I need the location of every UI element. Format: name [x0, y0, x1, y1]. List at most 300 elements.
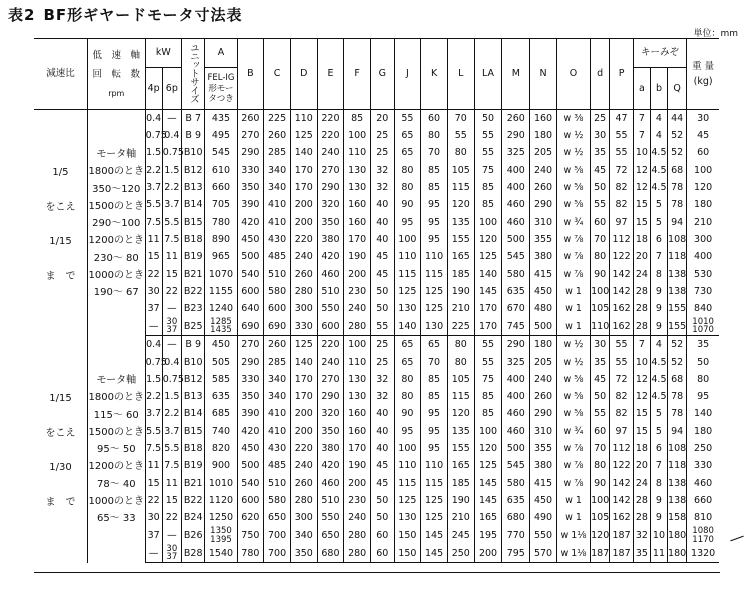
cell-f: 100	[344, 127, 371, 144]
cell-d: 25	[591, 110, 610, 128]
cell-m: 635	[502, 283, 530, 300]
cell-g: 32	[371, 179, 395, 196]
cell-k: 95	[421, 231, 448, 248]
unit-label: 単位：mm	[693, 29, 738, 39]
cell-p: 72	[610, 162, 634, 179]
cell-wt: 300	[694, 233, 713, 245]
cell-wt: 80	[697, 373, 710, 385]
cell-a: 1010	[205, 475, 237, 492]
cell-q: 180	[668, 527, 687, 545]
table-body	[34, 110, 719, 563]
cell-d: 80	[591, 457, 610, 474]
cell-d: 260	[290, 266, 317, 283]
cell-l: 155	[447, 231, 474, 248]
cell-g: 60	[371, 527, 395, 545]
cell-l: 135	[447, 423, 474, 440]
cell-d: 45	[591, 371, 610, 388]
cell-kw6: 3.7	[162, 196, 181, 213]
cell-a: 1540	[205, 545, 237, 563]
cell-m: 745	[502, 318, 530, 336]
cell-c: 485	[264, 457, 291, 474]
cell-a: 1240	[205, 300, 237, 317]
cell-kw4: 0.4	[145, 336, 162, 354]
cell-d: 240	[290, 248, 317, 265]
cell-size: B13	[181, 179, 205, 196]
cell-la: 145	[474, 475, 502, 492]
cell-a: 545	[205, 145, 237, 162]
cell-g: 55	[371, 318, 395, 336]
cell-b: 390	[237, 406, 264, 423]
cell-m: 680	[502, 509, 530, 526]
cell-a: 965	[205, 248, 237, 265]
cell-n: 550	[530, 527, 557, 545]
cell-k: 85	[421, 179, 448, 196]
cell-d: 60	[591, 214, 610, 231]
cell-j: 90	[394, 406, 421, 423]
cell-j: 115	[394, 475, 421, 492]
cell-kw4: 11	[145, 231, 162, 248]
cell-a: 28	[633, 300, 650, 317]
cell-m: 290	[502, 336, 530, 354]
cell-n: 205	[530, 354, 557, 371]
cell-c: 580	[264, 492, 291, 509]
cell-kw6: 5.5	[162, 214, 181, 231]
header-j: J	[394, 39, 421, 110]
cell-g: 25	[371, 354, 395, 371]
cell-f: 110	[344, 354, 371, 371]
rpm-text: 1800のとき	[88, 392, 144, 404]
cell-a: 1120	[205, 492, 237, 509]
cell-o: w ⅜	[556, 110, 590, 128]
cell-wt: 35	[697, 339, 710, 351]
cell-o: w ½	[556, 127, 590, 144]
cell-q: 108	[668, 231, 687, 248]
header-key-a: a	[633, 68, 650, 110]
cell-k: 130	[421, 318, 448, 336]
cell-b: 9	[650, 300, 667, 317]
cell-n: 180	[530, 336, 557, 354]
cell-e: 240	[317, 354, 344, 371]
ratio-text: ま で	[45, 270, 76, 282]
cell-j: 65	[394, 336, 421, 354]
cell-e: 420	[317, 457, 344, 474]
cell-a: 495	[205, 127, 237, 144]
cell-kw6: 2.2	[162, 406, 181, 423]
cell-b: 540	[237, 475, 264, 492]
cell-j: 65	[394, 127, 421, 144]
cell-wt: 840	[694, 303, 713, 315]
cell-kw6: 1.5	[162, 388, 181, 405]
rpm-text: 1200のとき	[88, 461, 144, 473]
cell-f: 130	[344, 179, 371, 196]
cell-l: 165	[447, 457, 474, 474]
cell-q: 138	[668, 492, 687, 509]
cell-f: 100	[344, 336, 371, 354]
rpm-text: 65～ 33	[96, 513, 136, 525]
output-rpm-cell	[87, 336, 145, 563]
cell-b: 690	[237, 318, 264, 336]
cell-size: B19	[181, 457, 205, 474]
cell-k: 145	[421, 527, 448, 545]
cell-p: 82	[610, 406, 634, 423]
cell-b: 540	[237, 266, 264, 283]
cell-n: 450	[530, 283, 557, 300]
cell-size: B23	[181, 300, 205, 317]
cell-m: 580	[502, 266, 530, 283]
cell-g: 50	[371, 509, 395, 526]
cell-a: 505	[205, 354, 237, 371]
cell-d: 35	[591, 145, 610, 162]
cell-m: 460	[502, 423, 530, 440]
cell-f: 110	[344, 145, 371, 162]
cell-b: 8	[650, 475, 667, 492]
header-kw-4p: 4p	[145, 68, 162, 110]
cell-b: 4.5	[650, 145, 667, 162]
cell-kw4: 0.75	[145, 354, 162, 371]
cell-c: 340	[264, 162, 291, 179]
cell-a: 7	[633, 127, 650, 144]
cell-o: w ⅝	[556, 196, 590, 213]
cell-e: 680	[317, 545, 344, 563]
cell-l: 105	[447, 162, 474, 179]
cell-b: 270	[237, 336, 264, 354]
cell-c: 485	[264, 248, 291, 265]
cell-la: 85	[474, 179, 502, 196]
ratio-text: をこえ	[45, 427, 76, 439]
cell-q: 158	[668, 509, 687, 526]
cell-l: 70	[447, 110, 474, 128]
cell-kw6: —	[162, 300, 181, 317]
cell-kw4: —	[145, 545, 162, 563]
cell-b: 350	[237, 388, 264, 405]
cell-kw6: 22	[162, 509, 181, 526]
header-rpm: 低 速 軸 回 転 数 rpm	[87, 39, 145, 110]
cell-la: 75	[474, 162, 502, 179]
ratio-text: ま で	[45, 496, 76, 508]
cell-b: 500	[237, 457, 264, 474]
rpm-text: 95～ 50	[96, 444, 136, 456]
cell-wt: 95	[697, 391, 710, 403]
cell-j: 125	[394, 283, 421, 300]
cell-k: 115	[421, 266, 448, 283]
cell-b: 5	[650, 423, 667, 440]
cell-kw4: 15	[145, 475, 162, 492]
cell-a: 28	[633, 492, 650, 509]
cell-a: 18	[633, 440, 650, 457]
cell-f: 160	[344, 423, 371, 440]
cell-d: 35	[591, 354, 610, 371]
cell-kw6: —	[162, 527, 181, 545]
cell-la: 145	[474, 492, 502, 509]
cell-kw4: 0.4	[145, 110, 162, 128]
cell-a: 450	[205, 336, 237, 354]
rpm-text: 78～ 40	[96, 478, 136, 490]
cell-g: 45	[371, 475, 395, 492]
cell-k: 95	[421, 440, 448, 457]
cell-a: 10	[633, 354, 650, 371]
cell-kw6: —	[162, 336, 181, 354]
cell-a: 685	[205, 406, 237, 423]
cell-l: 210	[447, 300, 474, 317]
cell-la: 50	[474, 110, 502, 128]
cell-o: w ⅝	[556, 388, 590, 405]
cell-o: w ½	[556, 354, 590, 371]
cell-p: 55	[610, 127, 634, 144]
cell-d: 280	[290, 492, 317, 509]
cell-wt: 120	[694, 182, 713, 194]
cell-b: 620	[237, 509, 264, 526]
cell-la: 85	[474, 388, 502, 405]
cell-b: 4.5	[650, 371, 667, 388]
cell-b: 450	[237, 440, 264, 457]
cell-d: 70	[591, 231, 610, 248]
cell-b: 4.5	[650, 354, 667, 371]
cell-n: 380	[530, 457, 557, 474]
cell-m: 460	[502, 214, 530, 231]
cell-o: w 1	[556, 492, 590, 509]
cell-e: 320	[317, 406, 344, 423]
cell-wt: 210	[694, 216, 713, 228]
cell-p: 142	[610, 475, 634, 492]
cell-l: 55	[447, 127, 474, 144]
header-l: L	[447, 39, 474, 110]
cell-d: 170	[290, 179, 317, 196]
cell-j: 65	[394, 354, 421, 371]
cell-d: 120	[591, 527, 610, 545]
header-m: M	[502, 39, 530, 110]
cell-la: 195	[474, 527, 502, 545]
cell-size: B28	[181, 545, 205, 563]
cell-a: 820	[205, 440, 237, 457]
header-key: キーみぞ	[633, 39, 686, 68]
header-e: E	[317, 39, 344, 110]
cell-c: 690	[264, 318, 291, 336]
cell-n: 480	[530, 300, 557, 317]
cell-m: 545	[502, 248, 530, 265]
cell-c: 260	[264, 336, 291, 354]
cell-d: 105	[591, 509, 610, 526]
cell-b: 4.5	[650, 162, 667, 179]
cell-la: 100	[474, 423, 502, 440]
cell-wt: 180	[694, 199, 713, 211]
dimension-table	[34, 38, 719, 563]
cell-f: 240	[344, 509, 371, 526]
cell-wt: 1010 1070	[687, 318, 719, 336]
cell-c: 260	[264, 127, 291, 144]
cell-a: 705	[205, 196, 237, 213]
cell-e: 290	[317, 388, 344, 405]
cell-o: w 1⅛	[556, 527, 590, 545]
cell-d: 140	[290, 145, 317, 162]
cell-p: 55	[610, 354, 634, 371]
cell-n: 260	[530, 179, 557, 196]
cell-q: 68	[668, 371, 687, 388]
cell-n: 500	[530, 318, 557, 336]
cell-d: 280	[290, 283, 317, 300]
cell-a: 12	[633, 388, 650, 405]
cell-e: 220	[317, 110, 344, 128]
cell-k: 85	[421, 388, 448, 405]
cell-e: 380	[317, 440, 344, 457]
cell-p: 162	[610, 509, 634, 526]
cell-g: 40	[371, 423, 395, 440]
reduction-ratio-cell	[34, 110, 87, 336]
cell-kw4: 0.75	[145, 127, 162, 144]
cell-d: 70	[591, 440, 610, 457]
cell-b: 600	[237, 283, 264, 300]
cell-j: 110	[394, 457, 421, 474]
margin-mark	[730, 536, 743, 542]
cell-k: 85	[421, 371, 448, 388]
cell-kw4: 30	[145, 509, 162, 526]
cell-n: 205	[530, 145, 557, 162]
cell-kw4: 37	[145, 527, 162, 545]
cell-q: 94	[668, 423, 687, 440]
cell-p: 112	[610, 440, 634, 457]
cell-kw6: 3.7	[162, 423, 181, 440]
cell-a: 435	[205, 110, 237, 128]
cell-d: 220	[290, 231, 317, 248]
cell-k: 95	[421, 406, 448, 423]
cell-g: 32	[371, 371, 395, 388]
cell-e: 510	[317, 283, 344, 300]
cell-la: 55	[474, 336, 502, 354]
cell-o: w 1⅛	[556, 545, 590, 563]
cell-g: 20	[371, 110, 395, 128]
cell-o: w ¾	[556, 423, 590, 440]
cell-kw6: 7.5	[162, 231, 181, 248]
cell-g: 40	[371, 406, 395, 423]
cell-kw4: 15	[145, 248, 162, 265]
cell-wt: 730	[694, 285, 713, 297]
cell-a: 12	[633, 371, 650, 388]
cell-c: 700	[264, 527, 291, 545]
table-row	[34, 336, 719, 354]
cell-g: 45	[371, 266, 395, 283]
header-p: P	[610, 39, 634, 110]
rpm-text: 1500のとき	[88, 200, 144, 212]
cell-o: w 1	[556, 283, 590, 300]
header-b: B	[237, 39, 264, 110]
cell-kw4: 22	[145, 266, 162, 283]
cell-d: 45	[591, 162, 610, 179]
cell-o: w ⅞	[556, 266, 590, 283]
cell-e: 290	[317, 179, 344, 196]
cell-g: 25	[371, 145, 395, 162]
cell-k: 110	[421, 457, 448, 474]
cell-f: 130	[344, 162, 371, 179]
cell-j: 95	[394, 423, 421, 440]
cell-f: 200	[344, 266, 371, 283]
cell-f: 200	[344, 475, 371, 492]
cell-k: 70	[421, 145, 448, 162]
ratio-text: をこえ	[45, 201, 76, 213]
cell-m: 460	[502, 196, 530, 213]
cell-e: 650	[317, 527, 344, 545]
cell-size: B19	[181, 248, 205, 265]
cell-f: 280	[344, 545, 371, 563]
cell-j: 130	[394, 300, 421, 317]
cell-c: 650	[264, 509, 291, 526]
cell-b: 9	[650, 492, 667, 509]
cell-p: 122	[610, 457, 634, 474]
cell-d: 125	[290, 336, 317, 354]
cell-j: 80	[394, 371, 421, 388]
cell-n: 290	[530, 196, 557, 213]
cell-c: 340	[264, 388, 291, 405]
cell-kw6: 11	[162, 248, 181, 265]
cell-o: w ⅞	[556, 440, 590, 457]
cell-b: 5	[650, 406, 667, 423]
cell-kw6: 30 37	[162, 318, 181, 336]
cell-q: 118	[668, 248, 687, 265]
cell-a: 635	[205, 388, 237, 405]
cell-p: 55	[610, 336, 634, 354]
cell-o: w ⅞	[556, 457, 590, 474]
cell-f: 170	[344, 231, 371, 248]
cell-kw4: 2.2	[145, 162, 162, 179]
cell-la: 85	[474, 196, 502, 213]
cell-l: 210	[447, 509, 474, 526]
cell-kw6: 0.75	[162, 371, 181, 388]
cell-b: 9	[650, 509, 667, 526]
cell-p: 82	[610, 388, 634, 405]
cell-m: 400	[502, 371, 530, 388]
cell-o: w ⅝	[556, 179, 590, 196]
cell-k: 95	[421, 214, 448, 231]
cell-e: 220	[317, 336, 344, 354]
cell-la: 145	[474, 283, 502, 300]
cell-k: 70	[421, 354, 448, 371]
cell-f: 230	[344, 492, 371, 509]
cell-l: 105	[447, 371, 474, 388]
cell-kw4: 5.5	[145, 423, 162, 440]
cell-size: B12	[181, 371, 205, 388]
cell-j: 65	[394, 145, 421, 162]
cell-b: 420	[237, 214, 264, 231]
rpm-text: 1800のとき	[88, 166, 144, 178]
cell-l: 190	[447, 492, 474, 509]
cell-p: 112	[610, 231, 634, 248]
cell-f: 130	[344, 371, 371, 388]
cell-b: 11	[650, 545, 667, 563]
cell-d: 30	[591, 127, 610, 144]
cell-a: 15	[633, 196, 650, 213]
cell-la: 85	[474, 406, 502, 423]
cell-q: 78	[668, 179, 687, 196]
header-a: A	[205, 39, 237, 68]
cell-k: 125	[421, 300, 448, 317]
cell-b: 6	[650, 440, 667, 457]
cell-wt: 1320	[687, 545, 719, 563]
cell-l: 185	[447, 475, 474, 492]
cell-size: B21	[181, 475, 205, 492]
cell-b: 10	[650, 527, 667, 545]
cell-c: 410	[264, 214, 291, 231]
cell-k: 125	[421, 492, 448, 509]
cell-d: 90	[591, 266, 610, 283]
cell-q: 52	[668, 336, 687, 354]
cell-k: 80	[421, 127, 448, 144]
cell-p: 97	[610, 214, 634, 231]
cell-a: 610	[205, 162, 237, 179]
cell-o: w ½	[556, 145, 590, 162]
cell-la: 55	[474, 127, 502, 144]
cell-wt: 45	[697, 130, 710, 142]
cell-d: 110	[591, 318, 610, 336]
cell-e: 220	[317, 127, 344, 144]
cell-a: 32	[633, 527, 650, 545]
